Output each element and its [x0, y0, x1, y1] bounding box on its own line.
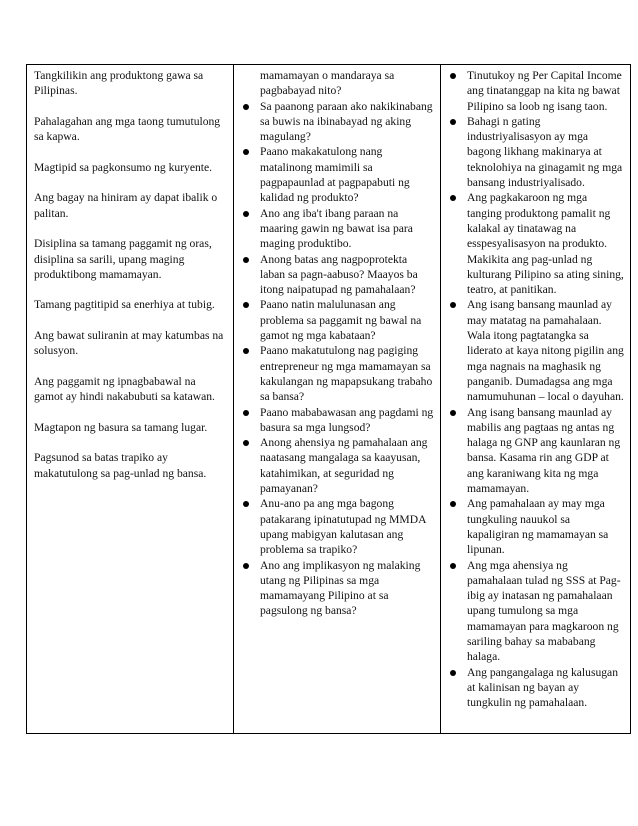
question-text: Anong ahensiya ng pamahalaan ang naatasang mangalaga sa kaayusan, katahimikan, at seguridad ng pamayanan?: [260, 436, 428, 496]
concept-text: Bahagi n gating industriyalisasyon ay mga bagong likhang makinarya at teknolohiya na ginagamit ng mga bansang industriyalisado.: [467, 114, 623, 190]
table-row: [27, 65, 631, 734]
list-item: [448, 68, 624, 114]
list-item: [448, 665, 624, 711]
list-item: [448, 496, 624, 557]
concept-text: Tinutukoy ng Per Capital Income ang tinatanggap na kita ng bawat Pilipino sa loob ng isang taon.: [467, 69, 622, 113]
value-item: Magtipid sa pagkonsumo ng kuryente.: [34, 160, 213, 174]
bullet-icon: [450, 563, 456, 569]
value-item: Disiplina sa tamang paggamit ng oras, disiplina sa sarili, upang maging produktibong mamamayan.: [34, 237, 212, 281]
question-list: [241, 99, 434, 619]
list-item: [241, 297, 434, 343]
bullet-icon: [450, 73, 456, 79]
question-text: Paano makatutulong nag pagiging entrepreneur ng mga mamamayan sa kakulangan ng mapapsukang trabaho sa bansa?: [260, 344, 433, 404]
document-table: [26, 64, 631, 734]
concept-text: Ang isang bansang maunlad ay may matatag na pamahalaan. Wala itong pagtatangka sa liderato at kaya nitong pigilin ang mga nagnais na maghasik ng panganib. Dumadagsa ang mga namumuhunan – local o dayuhan.: [467, 298, 624, 404]
bullet-icon: [450, 410, 456, 416]
concept-text: Ang mga ahensiya ng pamahalaan tulad ng SSS at Pag-ibig ay inatasan ng pamahalaan upang tumulong sa mga mamamayan para magkaroon ng sariling bahay sa mababang halaga.: [467, 558, 621, 664]
column-concepts: [441, 65, 631, 734]
question-text: Ano ang implikasyon ng malaking utang ng Pilipinas sa mga mamamayang Pilipino at sa pagsulong ng bansa?: [260, 558, 421, 618]
bullet-icon: [450, 119, 456, 125]
column-values: [27, 65, 234, 734]
question-text: Paano natin malulunasan ang problema sa paggamit ng bawal na gamot ng mga kabataan?: [260, 298, 422, 343]
continued-question: mamamayan o mandaraya sa pagbabayad nito?: [260, 69, 395, 98]
list-item: [448, 405, 624, 497]
question-text: Sa paanong paraan ako nakikinabang sa buwis na ibinabayad ng aking magulang?: [260, 99, 433, 144]
bullet-icon: [243, 302, 249, 308]
value-item: Pagsunod sa batas trapiko ay makatutulong sa pag-unlad ng bansa.: [34, 451, 207, 480]
value-item: Pahalagahan ang mga taong tumutulong sa kapwa.: [34, 114, 221, 144]
concept-text: Ang isang bansang maunlad ay mabilis ang pagtaas ng antas ng halaga ng GNP ang kaunlaran ng bansa. Kasama rin ang GDP at ang karaniwang kita ng mga mamamayan.: [467, 405, 621, 496]
list-item: [448, 190, 624, 297]
list-item: [241, 343, 434, 404]
value-item: Tamang pagtitipid sa enerhiya at tubig.: [34, 298, 215, 312]
list-item: [448, 297, 624, 404]
bullet-icon: [243, 440, 249, 446]
value-item: Magtapon ng basura sa tamang lugar.: [34, 420, 208, 434]
list-item: [448, 114, 624, 190]
bullet-icon: [243, 348, 249, 354]
value-item: Ang bagay na hiniram ay dapat ibalik o palitan.: [34, 191, 218, 220]
concept-list: [448, 68, 624, 710]
concept-text: Ang pangangalaga ng kalusugan at kalinisan ng bayan ay tungkulin ng pamahalaan.: [467, 665, 618, 710]
list-item: [448, 558, 624, 665]
list-item: [241, 99, 434, 145]
bullet-icon: [450, 195, 456, 201]
value-item: Ang bawat suliranin at may katumbas na solusyon.: [34, 329, 224, 358]
list-item: [241, 405, 434, 436]
question-text: Paano mababawasan ang pagdami ng basura sa mga lungsod?: [260, 405, 434, 434]
list-item: [241, 558, 434, 619]
concept-text: Ang pagkakaroon ng mga tanging produktong pamalit ng kalakal ay tinatawag na esspesyalisasyon na produkto. Makikita ang pag-unlad ng kulturang Pilipino sa ating sining, teatro, at panitikan.: [467, 191, 624, 297]
list-item: [241, 496, 434, 557]
column-questions: [234, 65, 441, 734]
question-text: Paano makakatulong nang matalinong mamimili sa pagpapaunlad at pagpapabuti ng kalidad ng produkto?: [260, 145, 410, 205]
value-item: Ang paggamit ng ipnagbabawal na gamot ay hindi nakabubuti sa katawan.: [34, 374, 215, 404]
bullet-icon: [243, 257, 249, 263]
question-text: Ano ang iba't ibang paraan na maaring gawin ng bawat isa para maging produktibo.: [260, 206, 413, 251]
bullet-icon: [243, 410, 249, 416]
question-text: Anu-ano pa ang mga bagong patakarang ipinatutupad ng MMDA upang mabigyan kalutasan ang problema sa trapiko?: [260, 497, 426, 557]
bullet-icon: [243, 211, 249, 217]
value-item: Tangkilikin ang produktong gawa sa Pilipinas.: [34, 69, 204, 98]
list-item: [241, 435, 434, 496]
concept-text: Ang pamahalaan ay may mga tungkuling nauukol sa kapaligiran ng mamamayan sa lipunan.: [467, 497, 609, 557]
bullet-icon: [450, 302, 456, 308]
bullet-icon: [243, 149, 249, 155]
bullet-icon: [450, 670, 456, 676]
bullet-icon: [243, 104, 249, 110]
bullet-icon: [243, 563, 249, 569]
list-item: [241, 144, 434, 205]
list-item: [241, 252, 434, 298]
bullet-icon: [450, 501, 456, 507]
list-item: [241, 206, 434, 252]
bullet-icon: [243, 501, 249, 507]
question-text: Anong batas ang nagpoprotekta laban sa pagn-aabuso? Maayos ba itong naipatupad ng pamahalaan?: [260, 252, 418, 297]
